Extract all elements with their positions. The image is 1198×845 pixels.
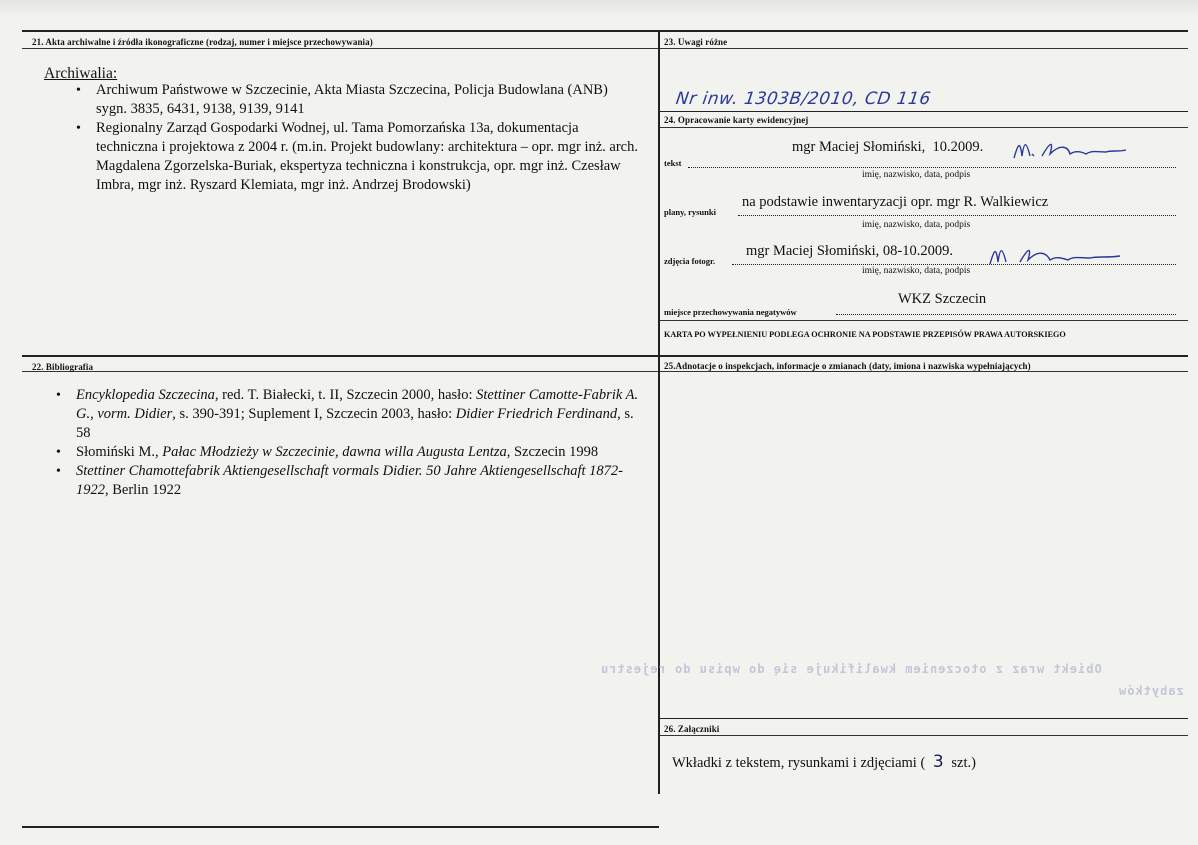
bib-title: Stettiner Camotte-Fabrik A. G., vorm. Didier	[76, 387, 639, 422]
section26-label: 26. Załączniki	[664, 724, 720, 734]
header-underline-left	[22, 48, 658, 49]
negatywy-label: miejsce przechowywania negatywów	[664, 307, 797, 317]
section26-header-underline	[660, 735, 1188, 736]
bib-title: Encyklopedia Szczecina,	[76, 387, 219, 403]
plany-dotted-line	[738, 214, 1176, 216]
bleed-through-text: Obiekt wraz z otoczeniem kwalifikuje się do wpisu do rejestru	[600, 662, 1102, 676]
section25-label: 25.Adnotacje o inspekcjach, informacje o zmianach (daty, imiona i nazwiska wypełniających)	[664, 361, 1031, 371]
plany-label: plany, rysunki	[664, 207, 716, 217]
bib-author: Słomiński M.,	[76, 444, 163, 460]
scan-edge	[0, 0, 1198, 18]
archiwalia-list	[64, 81, 640, 195]
bib-text: , s. 58	[76, 406, 634, 441]
section24-top-line	[660, 111, 1188, 112]
frame-middle-divider	[658, 30, 660, 794]
tekst-label: tekst	[664, 158, 682, 168]
zdjecia-label: zdjęcia fotogr.	[664, 256, 716, 266]
attachments-text-after: szt.)	[951, 755, 976, 771]
section24-header-underline	[660, 127, 1188, 128]
negatywy-dotted-line	[836, 313, 1176, 315]
section22-label: 22. Bibliografia	[32, 362, 94, 372]
tekst-dotted-line	[688, 166, 1176, 168]
section21-label: 21. Akta archiwalne i źródła ikonograficzne (rodzaj, numer i miejsce przechowywania)	[32, 37, 373, 47]
bib-title: Didier Friedrich Ferdinand	[455, 406, 618, 422]
bib-text: , s. 390-391; Suplement I, Szczecin 2003, hasło:	[172, 406, 456, 422]
signature-icon	[1010, 134, 1130, 164]
attachments-count: 3	[932, 752, 944, 772]
tekst-value: mgr Maciej Słomiński, 10.2009.	[792, 139, 984, 155]
handwritten-inventory-note: Nr inw. 1303B/2010, CD 116	[674, 89, 933, 109]
header-underline-25	[660, 371, 1188, 372]
list-item	[44, 386, 640, 443]
bleed-through-text: zabytków	[1118, 684, 1184, 698]
bib-text: , Berlin 1922	[105, 482, 182, 498]
frame-left-bottom-line	[22, 826, 659, 828]
list-item: • Regionalny Zarząd Gospodarki Wodnej, ul. Tama Pomorzańska 13a, dokumentacja techniczna i projektowa z 2004 r. (m.in. Projekt budowlany: architektura – opr. mgr inż. arch. Magdalena Zgorzelska-Buriak, ekspertyza techniczna i konstrukcja, opr. mgr inż. Czesław Imbra, mgr inż. Ryszard Klemiata, mgr inż. Andrzej Brodowski)	[64, 119, 640, 195]
frame-top-line	[22, 30, 1188, 32]
plany-caption: imię, nazwisko, data, podpis	[862, 220, 971, 230]
zdjecia-caption: imię, nazwisko, data, podpis	[862, 266, 971, 276]
list-item	[44, 443, 640, 462]
zdjecia-value: mgr Maciej Słomiński, 08-10.2009.	[746, 243, 954, 259]
copyright-notice: KARTA PO WYPEŁNIENIU PODLEGA OCHRONIE NA PODSTAWIE PRZEPISÓW PRAWA AUTORSKIEGO	[664, 330, 1066, 339]
section24-label: 24. Opracowanie karty ewidencyjnej	[664, 115, 809, 125]
section23-label: 23. Uwagi różne	[664, 37, 728, 47]
list-item: • Archiwum Państwowe w Szczecinie, Akta Miasta Szczecina, Policja Budowlana (ANB) sygn. 3835, 6431, 9138, 9139, 9141	[64, 81, 640, 119]
list-item	[44, 462, 640, 500]
archiwalia-heading: Archiwalia:	[44, 65, 118, 82]
plany-value: na podstawie inwentaryzacji opr. mgr R. Walkiewicz	[742, 194, 1049, 210]
bib-title: Stettiner Chamottefabrik Aktiengesellschaft vormals Didier. 50 Jahre Aktiengesellschaft 1872-1922	[76, 463, 624, 498]
bib-text: red. T. Białecki, t. II, Szczecin 2000, hasło:	[218, 387, 477, 403]
tekst-caption: imię, nazwisko, data, podpis	[862, 170, 971, 180]
bibliography-list	[44, 386, 640, 500]
bib-title: Pałac Młodzieży w Szczecinie, dawna willa Augusta Lentza	[162, 444, 507, 460]
section26-top-line	[660, 718, 1188, 719]
frame-mid-line	[22, 355, 1188, 357]
attachments-text	[672, 753, 976, 773]
signature-icon	[986, 242, 1126, 270]
notice-top-line	[660, 320, 1188, 321]
negatywy-value: WKZ Szczecin	[898, 291, 987, 307]
header-underline-22	[22, 371, 658, 372]
bib-text: , Szczecin 1998	[506, 444, 599, 460]
header-underline-right	[660, 48, 1188, 49]
attachments-text-before: Wkładki z tekstem, rysunkami i zdjęciami (	[672, 755, 926, 771]
